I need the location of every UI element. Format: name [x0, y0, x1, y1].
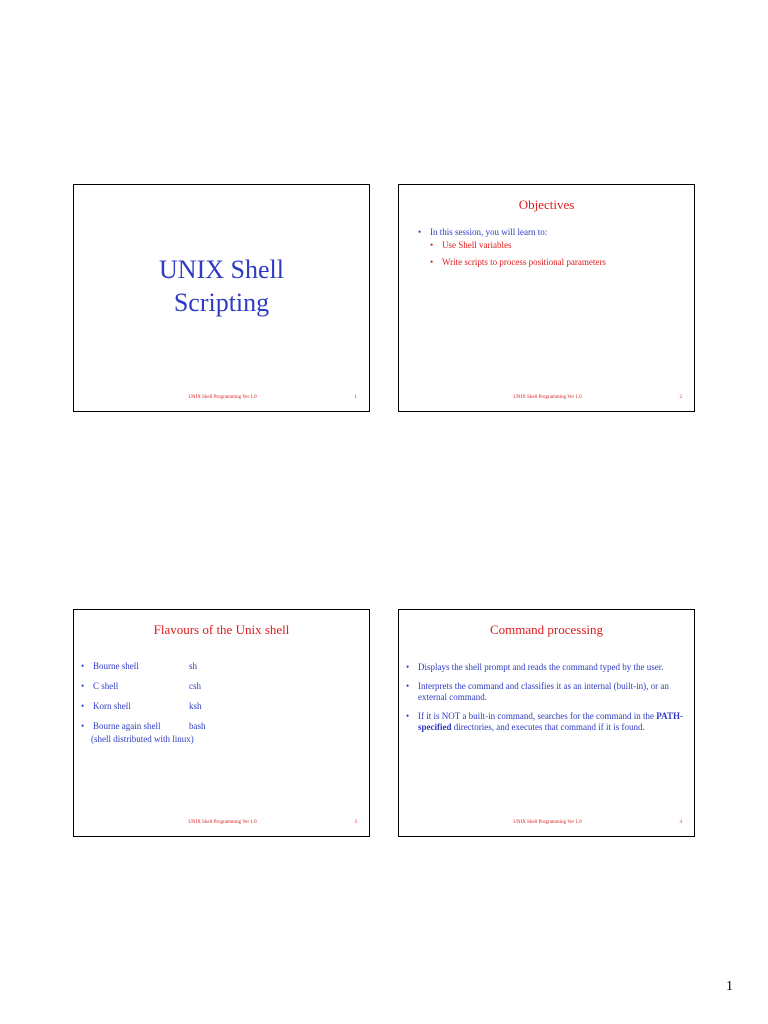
list-item: • Write scripts to process positional parameters [430, 257, 688, 268]
objectives-list [418, 227, 688, 274]
list-item [81, 681, 361, 692]
slide-1-title [74, 253, 369, 319]
command-processing-list [406, 662, 684, 741]
slide-2 [398, 184, 695, 412]
bullet-text: If it is NOT a built-in command, searches for the command in the [418, 711, 657, 721]
shell-name: Korn shell [93, 701, 131, 711]
list-item: • Displays the shell prompt and reads the command typed by the user. [406, 662, 684, 673]
shell-command: sh [189, 661, 198, 671]
slide-4-title: Command processing [489, 622, 603, 637]
objectives-sublist [430, 240, 688, 268]
list-item: • Use Shell variables [430, 240, 688, 251]
list-item [81, 721, 361, 745]
slide-1 [73, 184, 370, 412]
shell-name: C shell [93, 681, 119, 691]
list-item: • Interprets the command and classifies it as an internal (built-in), or an external command. [406, 681, 684, 703]
list-item [81, 661, 361, 672]
slide-4 [398, 609, 695, 837]
shell-command: csh [189, 681, 201, 691]
list-item [406, 711, 684, 733]
objectives-intro: In this session, you will learn to: [430, 227, 548, 237]
slide-number: 4 [679, 820, 682, 825]
shell-list [81, 661, 361, 754]
shell-command: ksh [189, 701, 202, 711]
slide-footer-text: UNIX Shell Programming Ver 1.0 [513, 395, 582, 400]
slide-number: 1 [354, 395, 357, 400]
slide-number: 2 [679, 395, 682, 400]
slide-footer-text: UNIX Shell Programming Ver 1.0 [188, 395, 257, 400]
slide-3-title: Flavours of the Unix shell [153, 622, 290, 637]
page-number: 1 [726, 979, 733, 994]
slide-number: 3 [354, 820, 357, 825]
list-item [81, 701, 361, 712]
slide-3 [73, 609, 370, 837]
slide-footer-text: UNIX Shell Programming Ver 1.0 [513, 820, 582, 825]
list-item [418, 227, 688, 268]
shell-name: Bourne shell [93, 661, 139, 671]
shell-command: bash [189, 721, 206, 731]
slide-1-title-line-2: Scripting [173, 288, 270, 317]
slide-2-title: Objectives [518, 197, 575, 212]
shell-note: (shell distributed with linux) [91, 734, 194, 744]
bullet-text: directories, and executes that command if it is found. [451, 722, 645, 732]
path-specified-text: PATH-specified [418, 711, 683, 732]
slide-1-title-line-1: UNIX Shell [159, 255, 284, 284]
shell-name: Bourne again shell [93, 721, 161, 731]
slide-footer-text: UNIX Shell Programming Ver 1.0 [188, 820, 257, 825]
